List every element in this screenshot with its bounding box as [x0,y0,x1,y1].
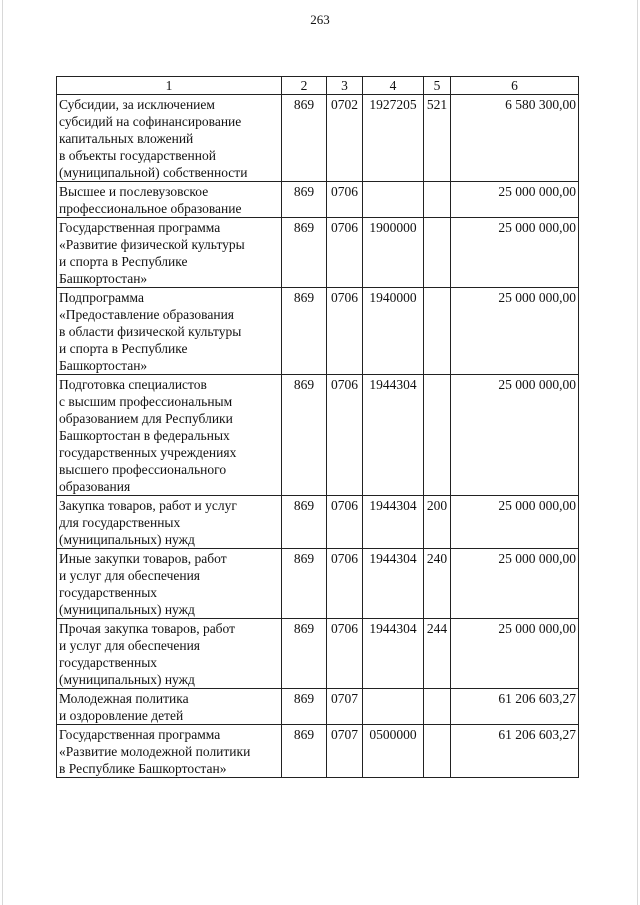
row-name-cell: Закупка товаров, работ и услуг для государственных (муниципальных) нужд [57,496,282,549]
row-ministry-code-cell: 869 [282,218,327,288]
row-section-code-cell: 0706 [327,218,363,288]
row-amount-cell: 25 000 000,00 [451,549,579,619]
row-section-code-cell: 0707 [327,689,363,725]
row-ministry-code-cell: 869 [282,619,327,689]
header-col-6: 6 [451,77,579,95]
row-expense-type-cell [424,375,451,496]
table-row [57,375,579,496]
row-target-code-cell [363,689,424,725]
budget-table [56,76,579,778]
row-expense-type-cell: 244 [424,619,451,689]
row-target-code-cell [363,182,424,218]
row-target-code-cell: 1944304 [363,375,424,496]
row-amount-cell: 25 000 000,00 [451,288,579,375]
row-amount-cell: 25 000 000,00 [451,218,579,288]
row-name-cell: Государственная программа «Развитие молодежной политики в Республике Башкортостан» [57,725,282,778]
row-expense-type-cell [424,689,451,725]
row-expense-type-cell [424,725,451,778]
row-amount-cell: 25 000 000,00 [451,375,579,496]
row-ministry-code-cell: 869 [282,496,327,549]
table-row [57,619,579,689]
scan-edge-left [2,0,3,905]
table-row [57,218,579,288]
row-section-code-cell: 0707 [327,725,363,778]
row-target-code-cell: 1900000 [363,218,424,288]
row-amount-cell: 25 000 000,00 [451,496,579,549]
row-section-code-cell: 0702 [327,95,363,182]
row-expense-type-cell [424,288,451,375]
row-name-cell: Подпрограмма «Предоставление образования в области физической культуры и спорта в Республике Башкортостан» [57,288,282,375]
row-target-code-cell: 1944304 [363,496,424,549]
table-row [57,689,579,725]
row-ministry-code-cell: 869 [282,375,327,496]
row-ministry-code-cell: 869 [282,182,327,218]
row-section-code-cell: 0706 [327,288,363,375]
row-ministry-code-cell: 869 [282,725,327,778]
header-col-5: 5 [424,77,451,95]
row-amount-cell: 61 206 603,27 [451,725,579,778]
table-body [57,95,579,778]
row-section-code-cell: 0706 [327,496,363,549]
row-name-cell: Молодежная политика и оздоровление детей [57,689,282,725]
row-amount-cell: 61 206 603,27 [451,689,579,725]
table-row [57,725,579,778]
row-ministry-code-cell: 869 [282,95,327,182]
row-ministry-code-cell: 869 [282,689,327,725]
row-expense-type-cell: 521 [424,95,451,182]
row-target-code-cell: 1940000 [363,288,424,375]
row-expense-type-cell: 240 [424,549,451,619]
row-expense-type-cell [424,182,451,218]
row-target-code-cell: 1927205 [363,95,424,182]
header-col-2: 2 [282,77,327,95]
row-expense-type-cell [424,218,451,288]
row-target-code-cell: 1944304 [363,549,424,619]
row-ministry-code-cell: 869 [282,549,327,619]
table-row [57,182,579,218]
row-section-code-cell: 0706 [327,549,363,619]
row-section-code-cell: 0706 [327,182,363,218]
row-target-code-cell: 1944304 [363,619,424,689]
header-col-1: 1 [57,77,282,95]
row-expense-type-cell: 200 [424,496,451,549]
row-ministry-code-cell: 869 [282,288,327,375]
row-name-cell: Прочая закупка товаров, работ и услуг для обеспечения государственных (муниципальных) нужд [57,619,282,689]
header-col-4: 4 [363,77,424,95]
page-number: 263 [310,12,330,27]
row-name-cell: Подготовка специалистов с высшим профессиональным образованием для Республики Башкортостан в федеральных государственных учреждениях высшего профессионального образования [57,375,282,496]
scan-edge-right [637,0,638,905]
row-section-code-cell: 0706 [327,619,363,689]
row-amount-cell: 25 000 000,00 [451,619,579,689]
row-amount-cell: 6 580 300,00 [451,95,579,182]
row-section-code-cell: 0706 [327,375,363,496]
row-target-code-cell: 0500000 [363,725,424,778]
row-name-cell: Субсидии, за исключением субсидий на софинансирование капитальных вложений в объекты государственной (муниципальной) собственности [57,95,282,182]
table-row [57,288,579,375]
row-amount-cell: 25 000 000,00 [451,182,579,218]
row-name-cell: Государственная программа «Развитие физической культуры и спорта в Республике Башкортостан» [57,218,282,288]
table-header-row [57,77,579,95]
row-name-cell: Иные закупки товаров, работ и услуг для обеспечения государственных (муниципальных) нужд [57,549,282,619]
table-row [57,549,579,619]
table-row [57,95,579,182]
header-col-3: 3 [327,77,363,95]
table-row [57,496,579,549]
row-name-cell: Высшее и послевузовское профессиональное образование [57,182,282,218]
